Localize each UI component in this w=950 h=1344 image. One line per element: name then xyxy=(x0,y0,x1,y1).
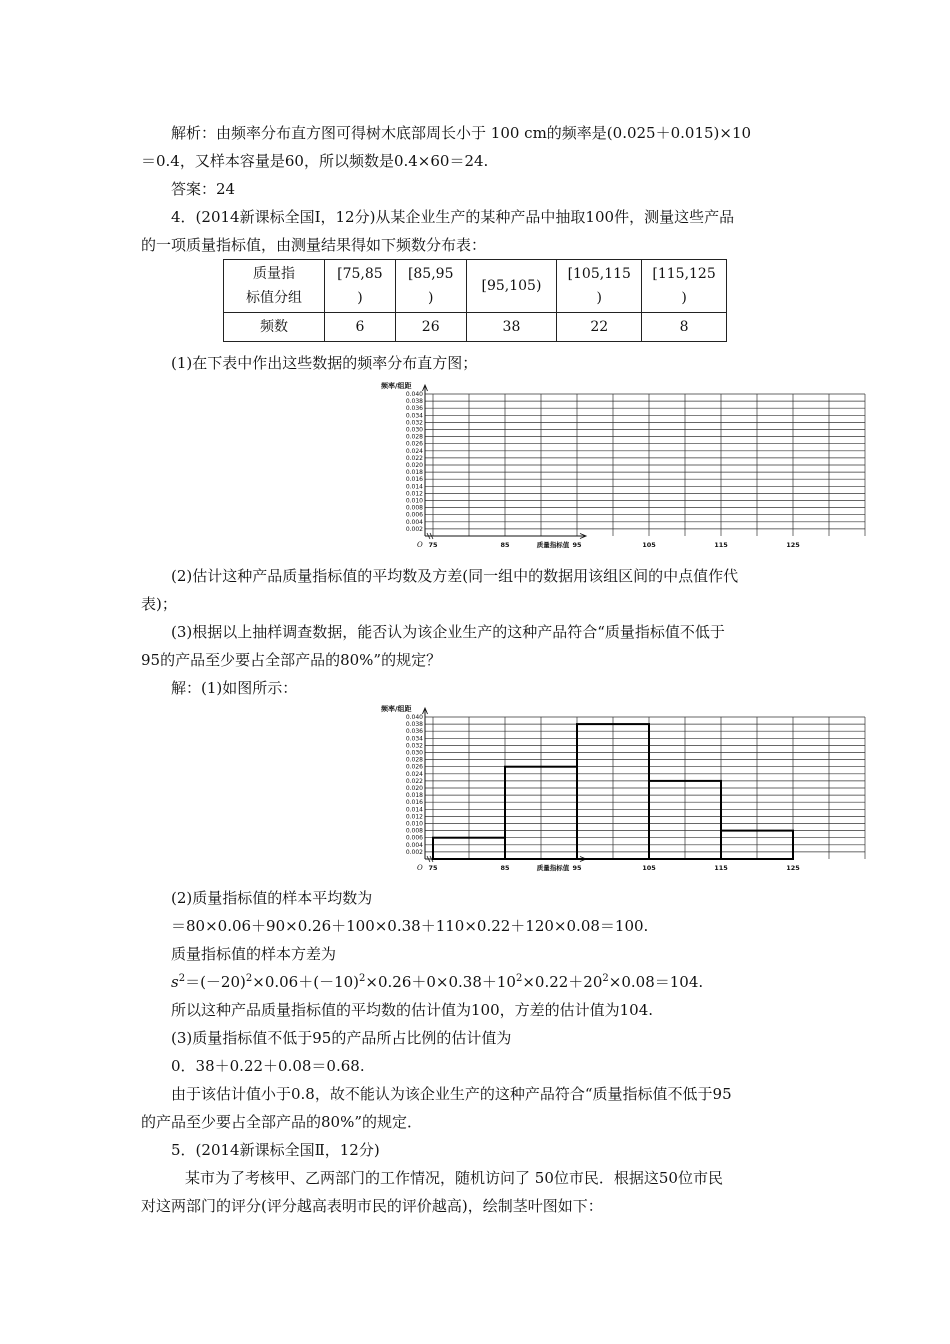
solution-2-variance xyxy=(171,971,703,993)
solution-heading: 解：(1)如图所示： xyxy=(171,679,298,697)
y-tick-label: 0.012 xyxy=(405,813,423,821)
sup: 2 xyxy=(515,973,523,984)
origin-label: O xyxy=(417,864,423,872)
x-tick-label: 95 xyxy=(572,864,582,872)
y-tick-label: 0.004 xyxy=(405,841,423,849)
x-tick-label: 75 xyxy=(428,864,438,872)
y-tick-label: 0.020 xyxy=(405,785,423,792)
y-tick-label: 0.010 xyxy=(405,497,423,505)
formula-part: ×0.26＋0×0.38＋10 xyxy=(365,973,516,991)
y-tick-label: 0.012 xyxy=(405,490,423,498)
table-group-text-cont: ) xyxy=(427,290,434,306)
x-tick-label: 105 xyxy=(642,541,656,549)
table-group-text-cont: ) xyxy=(681,290,687,306)
y-tick-label: 0.032 xyxy=(405,742,423,750)
y-tick-label: 0.006 xyxy=(405,511,423,519)
y-tick-label: 0.004 xyxy=(405,518,423,526)
y-tick-label: 0.008 xyxy=(405,827,423,835)
y-tick-label: 0.010 xyxy=(405,820,423,828)
y-tick-label: 0.028 xyxy=(405,433,423,441)
y-tick-label: 0.022 xyxy=(405,777,423,785)
solution-2-line-1: (2)质量指标值的样本平均数为 xyxy=(171,889,373,907)
y-tick-label: 0.018 xyxy=(405,469,423,477)
y-tick-label: 0.002 xyxy=(405,525,423,533)
x-tick-label: 125 xyxy=(786,541,800,549)
y-tick-label: 0.022 xyxy=(405,454,423,462)
y-tick-label: 0.034 xyxy=(405,735,423,743)
table-group-text-cont: ) xyxy=(357,290,363,306)
problem-5-line-1: 某市为了考核甲、乙两部门的工作情况，随机访问了 50位市民．根据这50位市民 xyxy=(185,1169,723,1187)
table-count-cell: 38 xyxy=(466,313,557,342)
table-header-label xyxy=(224,260,325,313)
table-header-label-line-1: 质量指 xyxy=(253,266,296,282)
y-tick-label: 0.016 xyxy=(405,799,423,807)
table-group-text: [105,115 xyxy=(567,266,631,282)
table-group-text: [115,125 xyxy=(652,266,716,282)
x-tick-label: 115 xyxy=(714,541,728,549)
question-3-line-2: 95的产品至少要占全部产品的80%”的规定？ xyxy=(141,651,442,669)
frequency-histogram xyxy=(370,703,800,883)
table-count-cell: 22 xyxy=(557,313,642,342)
var-s: s xyxy=(171,973,179,991)
solution-2-mean: ＝80×0.06＋90×0.26＋100×0.38＋110×0.22＋120×0.08＝100. xyxy=(171,917,649,935)
y-tick-label: 0.034 xyxy=(405,412,423,420)
problem-5-heading: 5．(2014新课标全国Ⅱ，12分) xyxy=(171,1141,380,1159)
question-1: (1)在下表中作出这些数据的频率分布直方图； xyxy=(171,354,478,372)
problem-5-line-2: 对这两部门的评分(评分越高表明市民的评价越高)，绘制茎叶图如下： xyxy=(141,1197,603,1215)
x-tick-label: 95 xyxy=(572,541,582,549)
sup: 2 xyxy=(178,973,186,984)
analysis-line-1: 解析：由频率分布直方图可得树木底部周长小于 100 cm的频率是(0.025＋0.015)×10 xyxy=(171,124,752,142)
y-tick-label: 0.036 xyxy=(405,405,423,413)
table-header-label-line-2: 标值分组 xyxy=(246,290,303,306)
y-tick-label: 0.036 xyxy=(405,728,423,736)
y-tick-label: 0.028 xyxy=(405,756,423,764)
table-group-text: [75,85 xyxy=(337,266,383,282)
question-2-line-2: 表)； xyxy=(141,595,177,613)
question-2-line-1: (2)估计这种产品质量指标值的平均数及方差(同一组中的数据用该组区间的中点值作代 xyxy=(171,567,739,585)
problem-4-line-1: 4．(2014新课标全国Ⅰ，12分)从某企业生产的某种产品中抽取100件，测量这些产品 xyxy=(171,208,735,226)
y-tick-label: 0.024 xyxy=(405,447,423,455)
formula-part: ×0.22＋20 xyxy=(522,973,603,991)
y-tick-label: 0.014 xyxy=(405,806,423,814)
table-group-cell xyxy=(642,260,727,313)
solution-3-line-3: 由于该估计值小于0.8，故不能认为该企业生产的这种产品符合“质量指标值不低于95 xyxy=(171,1085,732,1103)
solution-3-line-4: 的产品至少要占全部产品的80%”的规定． xyxy=(141,1113,423,1131)
table-count-cell: 6 xyxy=(325,313,396,342)
y-tick-label: 0.020 xyxy=(405,462,423,469)
table-group-text: [85,95 xyxy=(407,266,454,282)
x-tick-label: 115 xyxy=(714,864,728,872)
y-tick-label: 0.014 xyxy=(405,483,423,491)
frequency-table xyxy=(223,259,727,342)
formula-part: ＝(－20) xyxy=(185,973,246,991)
x-axis-label: 质量指标值 xyxy=(536,864,570,872)
solution-2-line-3: 质量指标值的样本方差为 xyxy=(171,945,337,963)
y-tick-label: 0.024 xyxy=(405,770,423,778)
y-tick-label: 0.002 xyxy=(405,848,423,856)
origin-label: O xyxy=(417,541,423,549)
x-tick-label: 75 xyxy=(428,541,438,549)
answer-line: 答案：24 xyxy=(171,180,236,198)
y-tick-label: 0.026 xyxy=(405,763,423,771)
table-group-text: [95,105) xyxy=(481,278,542,294)
y-tick-label: 0.030 xyxy=(405,426,423,434)
y-tick-label: 0.032 xyxy=(405,419,423,427)
solution-3-line-2: 0．38＋0.22＋0.08＝0.68. xyxy=(171,1057,365,1075)
table-count-cell: 26 xyxy=(395,313,466,342)
x-axis-label: 质量指标值 xyxy=(536,541,570,549)
y-axis-label: 频率/组距 xyxy=(381,382,412,390)
y-tick-label: 0.038 xyxy=(405,398,423,406)
table-group-cell xyxy=(325,260,396,313)
y-tick-label: 0.026 xyxy=(405,440,423,448)
y-tick-label: 0.018 xyxy=(405,792,423,800)
y-tick-label: 0.008 xyxy=(405,504,423,512)
table-count-cell: 8 xyxy=(642,313,727,342)
table-row xyxy=(224,260,727,313)
x-tick-label: 85 xyxy=(500,541,510,549)
empty-histogram-grid xyxy=(370,380,800,560)
y-tick-label: 0.030 xyxy=(405,749,423,757)
formula-part: ×0.06＋(－10) xyxy=(252,973,360,991)
sup: 2 xyxy=(602,973,609,984)
solution-2-conclusion: 所以这种产品质量指标值的平均数的估计值为100，方差的估计值为104. xyxy=(171,1001,654,1019)
x-tick-label: 105 xyxy=(642,864,656,872)
analysis-line-2: ＝0.4，又样本容量是60，所以频数是0.4×60＝24. xyxy=(141,152,489,170)
x-tick-label: 85 xyxy=(500,864,510,872)
formula-part: ×0.08＝104. xyxy=(608,973,704,991)
y-tick-label: 0.040 xyxy=(405,391,423,398)
table-group-text-cont: ) xyxy=(596,290,602,306)
y-tick-label: 0.038 xyxy=(405,721,423,729)
x-tick-label: 125 xyxy=(786,864,800,872)
y-tick-label: 0.040 xyxy=(405,714,423,721)
solution-3-line-1: (3)质量指标值不低于95的产品所占比例的估计值为 xyxy=(171,1029,512,1047)
table-group-cell xyxy=(466,260,557,313)
problem-4-line-2: 的一项质量指标值，由测量结果得如下频数分布表： xyxy=(141,236,487,254)
sup: 2 xyxy=(245,973,253,984)
sup: 2 xyxy=(359,973,366,984)
y-tick-label: 0.016 xyxy=(405,476,423,484)
table-row xyxy=(224,313,727,342)
table-group-cell xyxy=(557,260,642,313)
question-3-line-1: (3)根据以上抽样调查数据，能否认为该企业生产的这种产品符合“质量指标值不低于 xyxy=(171,623,725,641)
y-axis-label: 频率/组距 xyxy=(381,705,412,713)
y-tick-label: 0.006 xyxy=(405,834,423,842)
table-group-cell xyxy=(395,260,466,313)
table-row-label: 频数 xyxy=(224,313,325,342)
